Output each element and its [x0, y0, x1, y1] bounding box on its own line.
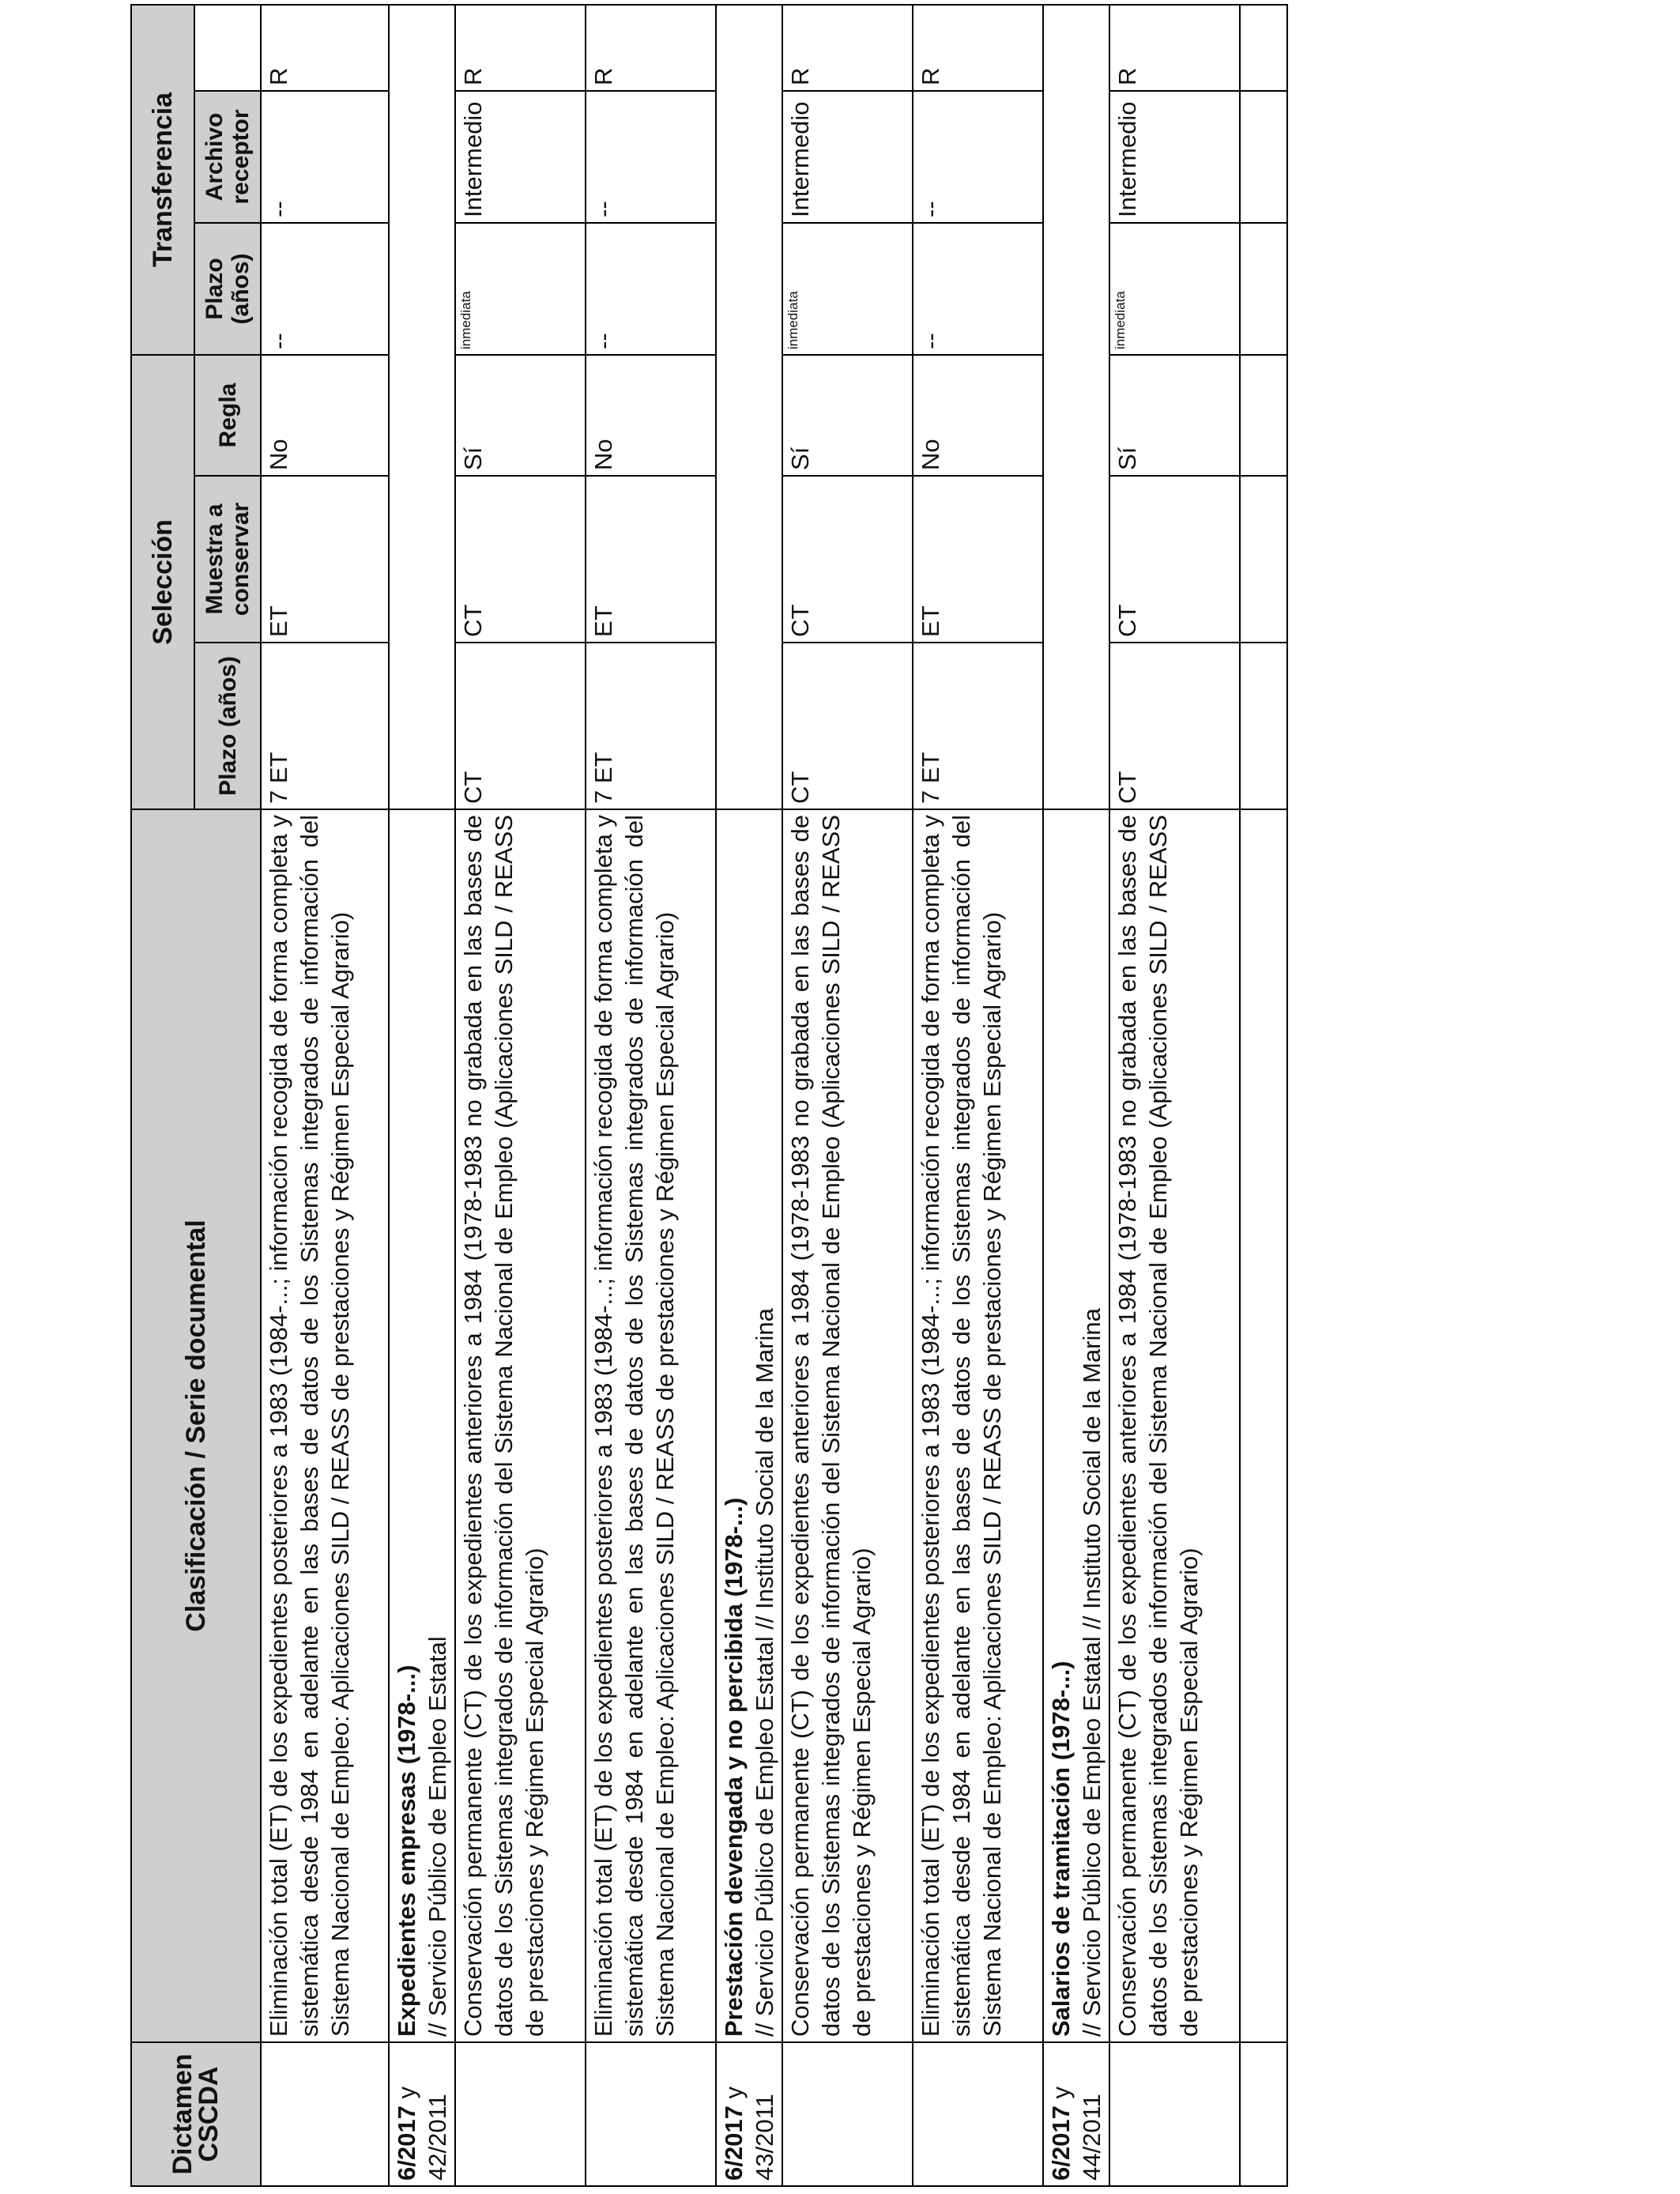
regla-conservacion: Eliminación total (ET) de los expedientes posteriores a 1983 (1984-...; información recogida de forma completa y sistemática desde 1984 en adelante en las bases de datos de los Sistemas integrados de información del Sistema Nacional de Empleo: Aplicaciones SILD / REASS de prestaciones y Régimen Especial Agrario) — [261, 809, 389, 2042]
header-regla-transf: Regla — [194, 355, 261, 476]
table-row — [455, 5, 586, 2186]
regla-cell: Sí — [1109, 355, 1240, 476]
regla-conservacion: Eliminación total (ET) de los expedientes posteriores a 1983 (1984-...; información recogida de forma completa y sistemática desde 1984 en adelante en las bases de datos de los Sistemas integrados de información del Sistema Nacional de Empleo: Aplicaciones SILD / REASS de prestaciones y Régimen Especial Agrario) — [586, 809, 716, 2042]
filler-row — [1240, 5, 1287, 2186]
series-cell — [389, 809, 455, 2042]
dictamen-code-rest: y 42/2011 — [393, 2087, 451, 2181]
muestra-cell: ET — [261, 476, 389, 643]
muestra-cell: CT — [455, 476, 586, 643]
filler-cell — [1240, 643, 1287, 809]
series-title: Expedientes empresas (1978-...) — [393, 1664, 420, 2037]
dictamen-cell — [455, 2042, 586, 2186]
dictamen-code-rest: y 44/2011 — [1047, 2087, 1106, 2181]
header-muestra: Muestra a conservar — [194, 476, 261, 643]
regla-cell: No — [261, 355, 389, 476]
series-row — [716, 5, 782, 2186]
dictamen-cell — [261, 2042, 389, 2186]
acceso-cell: R — [1109, 5, 1240, 91]
plazo-transf-cell: -- — [586, 223, 716, 355]
plazo-transf-cell: inmediata — [1109, 223, 1240, 355]
series-empty-cell — [716, 5, 782, 809]
plazo-transf-cell: -- — [261, 223, 389, 355]
table-row — [913, 5, 1043, 2186]
series-empty-cell — [1043, 5, 1109, 809]
filler-cell — [1240, 2042, 1287, 2186]
dictamen-code-bold: 6/2017 — [720, 2105, 748, 2181]
acceso-cell: R — [782, 5, 913, 91]
acceso-cell: R — [455, 5, 586, 91]
table-row — [1109, 5, 1240, 2186]
series-empty-cell — [389, 5, 455, 809]
archivo-cell: -- — [261, 91, 389, 223]
dictamen-code — [716, 2042, 782, 2186]
header-plazo-transf: Plazo (años) — [194, 223, 261, 355]
archivo-cell: -- — [586, 91, 716, 223]
plazo-cell: CT — [1109, 643, 1240, 809]
dictamen-cell — [1109, 2042, 1240, 2186]
archivo-cell: Intermedio — [1109, 91, 1240, 223]
header-clasificacion: Clasificación / Serie documental — [131, 809, 261, 2042]
plazo-transf-cell: inmediata — [455, 223, 586, 355]
muestra-cell: CT — [782, 476, 913, 643]
plazo-cell: 7 ET — [913, 643, 1043, 809]
plazo-cell: CT — [455, 643, 586, 809]
archivo-cell: Intermedio — [455, 91, 586, 223]
dictamen-code-bold: 6/2017 — [393, 2105, 420, 2181]
dictamen-code — [1043, 2042, 1109, 2186]
header-transferencia: Transferencia — [131, 5, 194, 355]
archivo-cell: -- — [913, 91, 1043, 223]
filler-cell — [1240, 5, 1287, 91]
retention-table — [130, 4, 1288, 2187]
table-row — [782, 5, 913, 2186]
series-origin: // Servicio Público de Empleo Estatal — [424, 1636, 451, 2037]
filler-cell — [1240, 355, 1287, 476]
plazo-transf-cell: -- — [913, 223, 1043, 355]
muestra-cell: ET — [586, 476, 716, 643]
rotated-page — [130, 6, 1288, 2187]
plazo-cell: 7 ET — [586, 643, 716, 809]
regla-conservacion: Eliminación total (ET) de los expedientes posteriores a 1983 (1984-...; información recogida de forma completa y sistemática desde 1984 en adelante en las bases de datos de los Sistemas integrados de información del Sistema Nacional de Empleo: Aplicaciones SILD / REASS de prestaciones y Régimen Especial Agrario) — [913, 809, 1043, 2042]
header-archivo-receptor: Archivo receptor — [194, 91, 261, 223]
header-plazo: Plazo (años) — [194, 643, 261, 809]
series-origin: // Servicio Público de Empleo Estatal // Instituto Social de la Marina — [1078, 1308, 1106, 2037]
series-title: Prestación devengada y no percibida (1978-...) — [720, 1497, 748, 2037]
filler-cell — [1240, 223, 1287, 355]
regla-cell: No — [586, 355, 716, 476]
series-row — [1043, 5, 1109, 2186]
muestra-cell: CT — [1109, 476, 1240, 643]
filler-cell — [1240, 809, 1287, 2042]
header-seleccion: Selección — [131, 355, 194, 809]
series-cell — [1043, 809, 1109, 2042]
table-row — [586, 5, 716, 2186]
regla-conservacion: Conservación permanente (CT) de los expedientes anteriores a 1984 (1978-1983 no grabada en las bases de datos de los Sistemas integrados de información del Sistema Nacional de Empleo (Aplicaciones SILD / REASS de prestaciones y Régimen Especial Agrario) — [455, 809, 586, 2042]
plazo-cell: CT — [782, 643, 913, 809]
dictamen-code-bold: 6/2017 — [1047, 2105, 1075, 2181]
dictamen-cell — [913, 2042, 1043, 2186]
dictamen-cell — [782, 2042, 913, 2186]
dictamen-code-rest: y 43/2011 — [720, 2087, 778, 2181]
acceso-cell: R — [586, 5, 716, 91]
regla-cell: No — [913, 355, 1043, 476]
acceso-cell: R — [261, 5, 389, 91]
series-row — [389, 5, 455, 2186]
dictamen-cell — [586, 2042, 716, 2186]
dictamen-code — [389, 2042, 455, 2186]
acceso-cell: R — [913, 5, 1043, 91]
filler-cell — [1240, 476, 1287, 643]
series-title: Salarios de tramitación (1978-...) — [1047, 1661, 1075, 2037]
filler-cell — [1240, 91, 1287, 223]
regla-conservacion: Conservación permanente (CT) de los expedientes anteriores a 1984 (1978-1983 no grabada en las bases de datos de los Sistemas integrados de información del Sistema Nacional de Empleo (Aplicaciones SILD / REASS de prestaciones y Régimen Especial Agrario) — [782, 809, 913, 2042]
header-dictamen: Dictamen CSCDA — [131, 2042, 261, 2186]
regla-conservacion: Conservación permanente (CT) de los expedientes anteriores a 1984 (1978-1983 no grabada en las bases de datos de los Sistemas integrados de información del Sistema Nacional de Empleo (Aplicaciones SILD / REASS de prestaciones y Régimen Especial Agrario) — [1109, 809, 1240, 2042]
series-cell — [716, 809, 782, 2042]
regla-cell: Sí — [782, 355, 913, 476]
regla-cell: Sí — [455, 355, 586, 476]
archivo-cell: Intermedio — [782, 91, 913, 223]
table-row — [261, 5, 389, 2186]
plazo-transf-cell: inmediata — [782, 223, 913, 355]
plazo-cell: 7 ET — [261, 643, 389, 809]
muestra-cell: ET — [913, 476, 1043, 643]
series-origin: // Servicio Público de Empleo Estatal // Instituto Social de la Marina — [751, 1308, 778, 2037]
